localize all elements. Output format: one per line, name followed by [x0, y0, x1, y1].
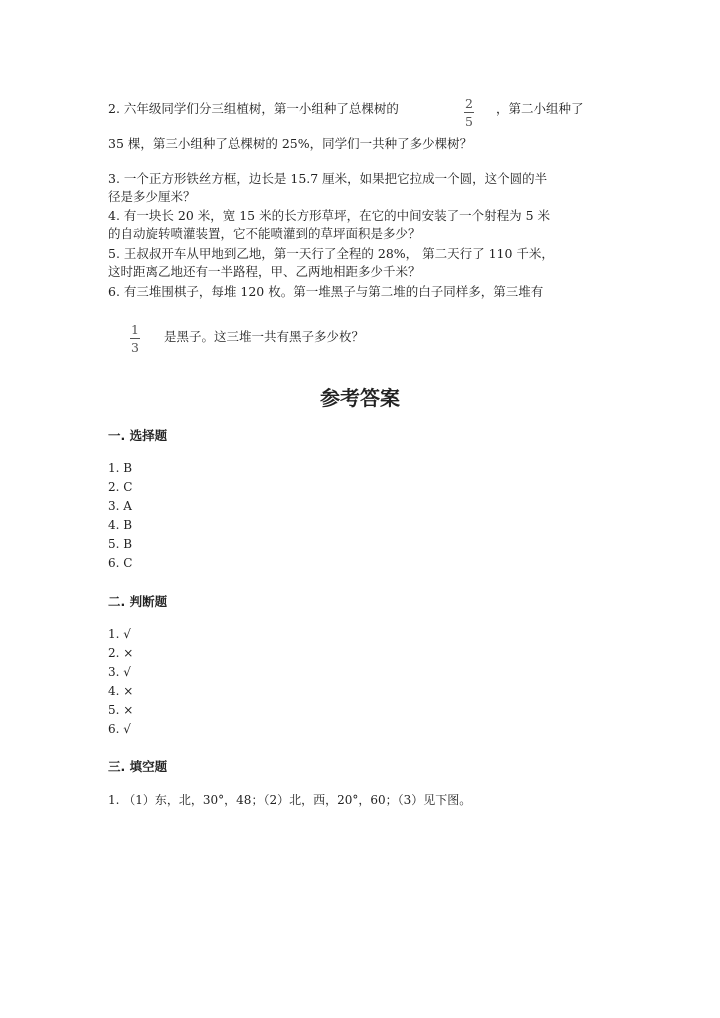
q2-fraction-denominator: 5: [465, 114, 473, 129]
list-item: 1. （1）东，北，30°，48；（2）北，西，20°，60；（3）见下图。: [108, 793, 472, 807]
q5-line1: 5. 王叔叔开车从甲地到乙地，第一天行了全程的 28%， 第二天行了 110 千米，: [108, 246, 554, 261]
answer-key-title: 参考答案: [320, 386, 400, 410]
q4-line1: 4. 有一块长 20 米，宽 15 米的长方形草坪，在它的中间安装了一个射程为 5 米: [108, 208, 551, 223]
q6-fraction: [130, 322, 140, 355]
list-item: 1. √: [108, 627, 131, 641]
list-item: 6. √: [108, 722, 131, 736]
answer-list-true-false: [108, 625, 133, 739]
q6-fraction-denominator: 3: [131, 340, 139, 355]
answer-list-multiple-choice: [108, 459, 132, 573]
list-item: 1. B: [108, 461, 133, 475]
q5-line2: 这时距离乙地还有一半路程，甲、乙两地相距多少千米？: [108, 264, 421, 279]
section-heading-true-false: 二. 判断题: [108, 594, 168, 609]
q6-line1: 6. 有三堆围棋子，每堆 120 枚。第一堆黑子与第二堆的白子同样多，第三堆有: [108, 284, 544, 299]
list-item: 4. ×: [108, 684, 134, 698]
q6-fraction-numerator: 1: [131, 322, 139, 337]
q3-line1: 3. 一个正方形铁丝方框，边长是 15.7 厘米，如果把它拉成一个圆，这个圆的半: [108, 171, 548, 186]
list-item: 3. A: [108, 499, 132, 513]
q2-line2: 35 棵，第三小组种了总棵树的 25%，同学们一共种了多少棵树？: [108, 136, 473, 151]
q2-text-part2: ，第二小组种了: [496, 101, 584, 116]
list-item: 5. ×: [108, 703, 134, 717]
answer-list-fill-in: [108, 791, 471, 810]
q2-fraction-bar: [464, 112, 474, 113]
list-item: 6. C: [108, 556, 133, 570]
list-item: 4. B: [108, 518, 133, 532]
q3-line2: 径是多少厘米？: [108, 189, 196, 204]
q4-line2: 的自动旋转喷灌装置，它不能喷灌到的草坪面积是多少？: [108, 226, 421, 241]
q2-fraction-numerator: 2: [465, 96, 473, 111]
q6-fraction-bar: [130, 338, 140, 339]
list-item: 3. √: [108, 665, 131, 679]
q6-line2: 是黑子。这三堆一共有黑子多少枚？: [164, 329, 365, 344]
section-heading-multiple-choice: 一. 选择题: [108, 428, 168, 443]
q2-fraction: [464, 96, 474, 129]
q2-text-part1: 2. 六年级同学们分三组植树，第一小组种了总棵树的: [108, 101, 399, 116]
list-item: 2. C: [108, 480, 133, 494]
list-item: 5. B: [108, 537, 133, 551]
section-heading-fill-in: 三. 填空题: [108, 759, 168, 774]
list-item: 2. ×: [108, 646, 134, 660]
